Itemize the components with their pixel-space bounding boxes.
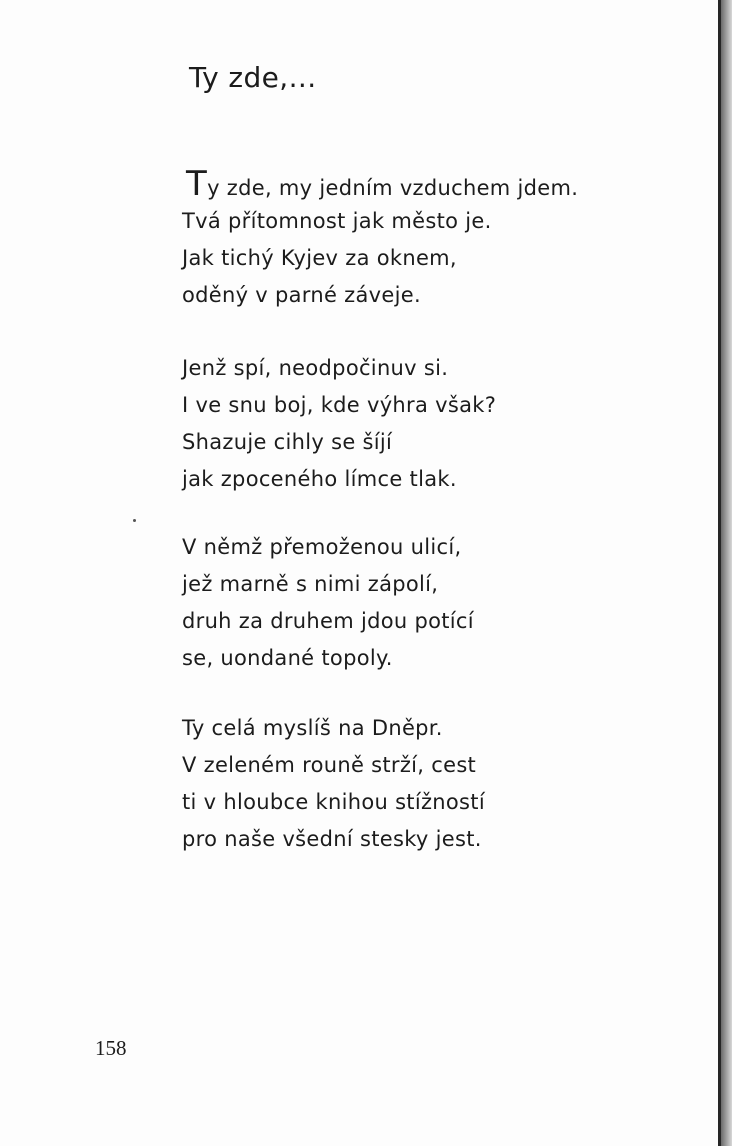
first-line-text: y zde, my jedním vzduchem jdem. bbox=[207, 176, 579, 200]
stanza-line: V němž přemoženou ulicí, bbox=[182, 535, 462, 559]
poem-title: Ty zde,... bbox=[189, 61, 317, 94]
stanza-2 bbox=[182, 350, 496, 498]
stanza-line: Jenž spí, neodpočinuv si. bbox=[182, 356, 449, 380]
stanza-1 bbox=[182, 166, 578, 314]
stanza-line: jež marně s nimi zápolí, bbox=[182, 572, 439, 596]
drop-cap: T bbox=[186, 164, 208, 204]
stanza-line: se, uondané topoly. bbox=[182, 646, 393, 670]
stanza-4 bbox=[182, 710, 485, 858]
page-number: 158 bbox=[95, 1036, 127, 1060]
stanza-line: Tvá přítomnost jak město je. bbox=[182, 209, 492, 233]
stanza-line: oděný v parné záveje. bbox=[182, 283, 421, 307]
stanza-line: I ve snu boj, kde výhra však? bbox=[182, 393, 497, 417]
stanza-line: jak zpoceného límce tlak. bbox=[182, 467, 457, 491]
stanza-line: Shazuje cihly se šíjí bbox=[182, 430, 393, 454]
stanza-line: V zeleném rouně strží, cest bbox=[182, 753, 477, 777]
stanza-line-with-drop-cap bbox=[182, 166, 578, 203]
stanza-3 bbox=[182, 529, 474, 677]
stanza-line: ti v hloubce knihou stížností bbox=[182, 790, 485, 814]
page-edge-shadow bbox=[721, 0, 732, 1146]
stanza-line: Jak tichý Kyjev za oknem, bbox=[182, 246, 457, 270]
stanza-line: Ty celá myslíš na Dněpr. bbox=[182, 716, 443, 740]
stanza-line: pro naše všední stesky jest. bbox=[182, 827, 482, 851]
stanza-line: druh za druhem jdou potící bbox=[182, 609, 474, 633]
ink-speck bbox=[133, 519, 136, 522]
